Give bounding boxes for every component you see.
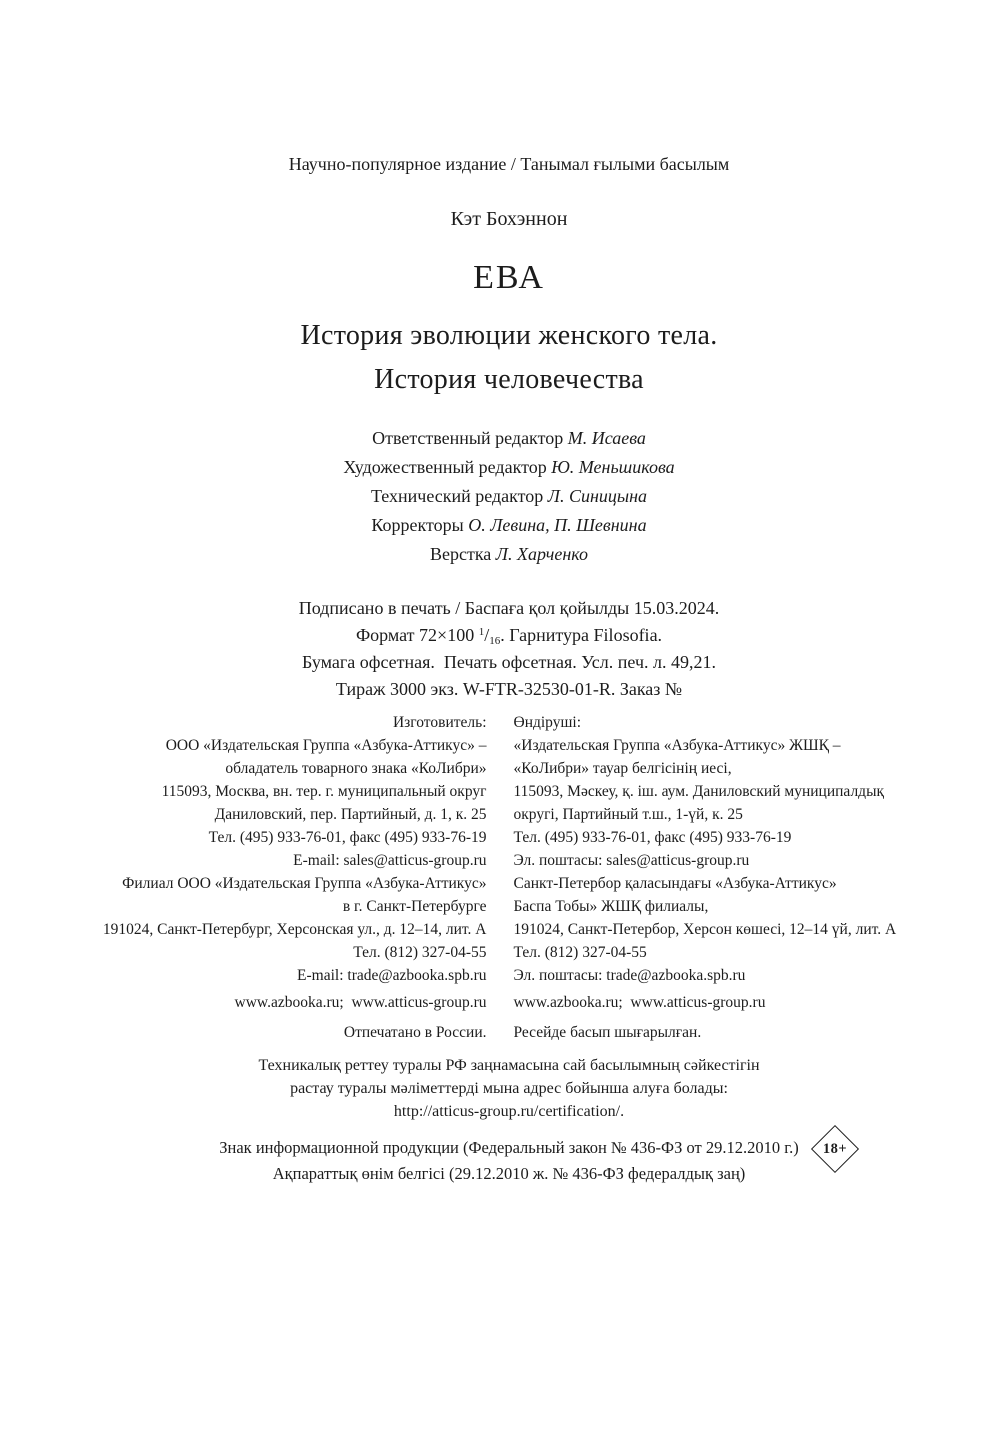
certification-notice <box>0 1054 1000 1123</box>
printed-in-row <box>100 1021 900 1044</box>
text-line: Баспа Тобы» ЖШҚ филиалы, <box>513 898 709 915</box>
fraction-slash: / <box>484 625 490 645</box>
websites-kz: www.azbooka.ru; www.atticus-group.ru <box>513 994 766 1011</box>
tirage-line: Тираж 3000 экз. W-FTR-32530-01-R. Заказ № <box>335 679 683 699</box>
print-date-line: Подписано в печать / Баспаға қол қойылды 15.03.2024. <box>298 598 720 618</box>
credit-person: М. Исаева <box>567 428 646 448</box>
text-line: 191024, Санкт-Петербург, Херсонская ул., д. 12–14, лит. А <box>102 921 487 938</box>
credit-line <box>18 424 1000 453</box>
text-line: Тел. (812) 327-04-55 <box>353 944 487 961</box>
paper-line: Бумага офсетная. Печать офсетная. Усл. печ. л. 49,21. <box>302 652 716 672</box>
format-text: Формат 72×100 <box>355 625 479 645</box>
book-title: ЕВА <box>473 259 545 296</box>
text-line: 191024, Санкт-Петербор, Херсон көшесі, 12–14 үй, лит. А <box>513 921 897 938</box>
text-line: Даниловский, пер. Партийный, д. 1, к. 25 <box>214 806 487 823</box>
credit-person: О. Левина, П. Шевнина <box>468 515 647 535</box>
text-line: Санкт-Петербор қаласындағы «Азбука-Аттикус» <box>513 875 837 892</box>
printed-in-kz: Ресейде басып шығарылған. <box>513 1024 702 1041</box>
credit-line <box>18 482 1000 511</box>
branch-ru <box>100 872 487 987</box>
age-badge-label: 18+ <box>822 1140 848 1157</box>
cert-line-2: растау туралы мәліметтерді мына адрес бойынша алуға болады: <box>290 1080 728 1097</box>
email-line: Эл. поштасы: trade@azbooka.spb.ru <box>513 967 746 984</box>
text-line: Өндіруші: <box>513 714 582 731</box>
credit-person: Л. Харченко <box>495 544 588 564</box>
typeface-text: . Гарнитура Filosofia. <box>500 625 663 645</box>
edition-type-line: Научно-популярное издание / Танымал ғылыми басылым <box>288 154 730 174</box>
author-name: Кэт Бохэннон <box>450 208 568 230</box>
text-line: ООО «Издательская Группа «Азбука-Аттикус» – <box>165 737 487 754</box>
text-line: «КоЛибри» тауар белгісінің иесі, <box>513 760 732 777</box>
text-line: Тел. (812) 327-04-55 <box>513 944 647 961</box>
cert-line-1: Техникалық реттеу туралы РФ заңнамасына сай басылымның сәйкестігін <box>258 1057 760 1074</box>
text-line: в г. Санкт-Петербурге <box>342 898 487 915</box>
branch-kz <box>487 872 901 987</box>
manufacturer-kz <box>487 711 901 872</box>
cert-url: http://atticus-group.ru/certification/. <box>393 1103 625 1120</box>
email-line: E-mail: trade@azbooka.spb.ru <box>297 967 487 984</box>
text-line: Изготовитель: <box>392 714 487 731</box>
fraction-numerator: 1 <box>478 626 485 638</box>
text-line: «Издательская Группа «Азбука-Аттикус» ЖШҚ – <box>513 737 841 754</box>
text-line: 115093, Москва, вн. тер. г. муниципальный округ <box>161 783 487 800</box>
websites-row <box>100 991 900 1014</box>
email-line: E-mail: sales@atticus-group.ru <box>293 852 487 869</box>
credit-role: Верстка <box>429 544 492 564</box>
manufacturer-ru <box>100 711 487 872</box>
format-line <box>18 622 1000 649</box>
text-line: округі, Партийный т.ш., 1-үй, к. 25 <box>513 806 743 823</box>
text-line: Филиал ООО «Издательская Группа «Азбука-Аттикус» <box>122 875 487 892</box>
credit-role: Корректоры <box>371 515 464 535</box>
credit-line <box>18 453 1000 482</box>
age-notice-kz: Ақпараттық өнім белгісі (29.12.2010 ж. № 436-ФЗ федералдық заң) <box>272 1164 746 1183</box>
credit-line <box>18 511 1000 540</box>
book-subtitle <box>0 314 1000 402</box>
print-details <box>0 595 1000 703</box>
age-badge <box>810 1124 860 1174</box>
text-line: Тел. (495) 933-76-01, факс (495) 933-76-19 <box>513 829 792 846</box>
staff-credits <box>0 424 1000 569</box>
credit-role: Художественный редактор <box>343 457 547 477</box>
text-line: 115093, Мәскеу, қ. іш. аум. Даниловский муниципалдық <box>513 783 885 800</box>
credit-person: Л. Синицына <box>547 486 648 506</box>
printed-in-ru: Отпечатано в России. <box>343 1024 487 1041</box>
email-line: Эл. поштасы: sales@atticus-group.ru <box>513 852 750 869</box>
text-line: обладатель товарного знака «КоЛибри» <box>225 760 487 777</box>
credit-line <box>18 540 1000 569</box>
subtitle-line-2: История человечества <box>374 364 644 395</box>
age-notice-ru: Знак информационной продукции (Федеральный закон № 436-ФЗ от 29.12.2010 г.) <box>219 1138 799 1157</box>
fraction-denominator: 16 <box>489 635 501 647</box>
manufacturer-block <box>100 711 900 872</box>
websites-ru: www.azbooka.ru; www.atticus-group.ru <box>234 994 487 1011</box>
credit-role: Технический редактор <box>370 486 544 506</box>
subtitle-line-1: История эволюции женского тела. <box>300 320 718 351</box>
credit-role: Ответственный редактор <box>372 428 564 448</box>
branch-block <box>100 872 900 987</box>
text-line: Тел. (495) 933-76-01, факс (495) 933-76-19 <box>208 829 487 846</box>
credit-person: Ю. Меньшикова <box>551 457 675 477</box>
